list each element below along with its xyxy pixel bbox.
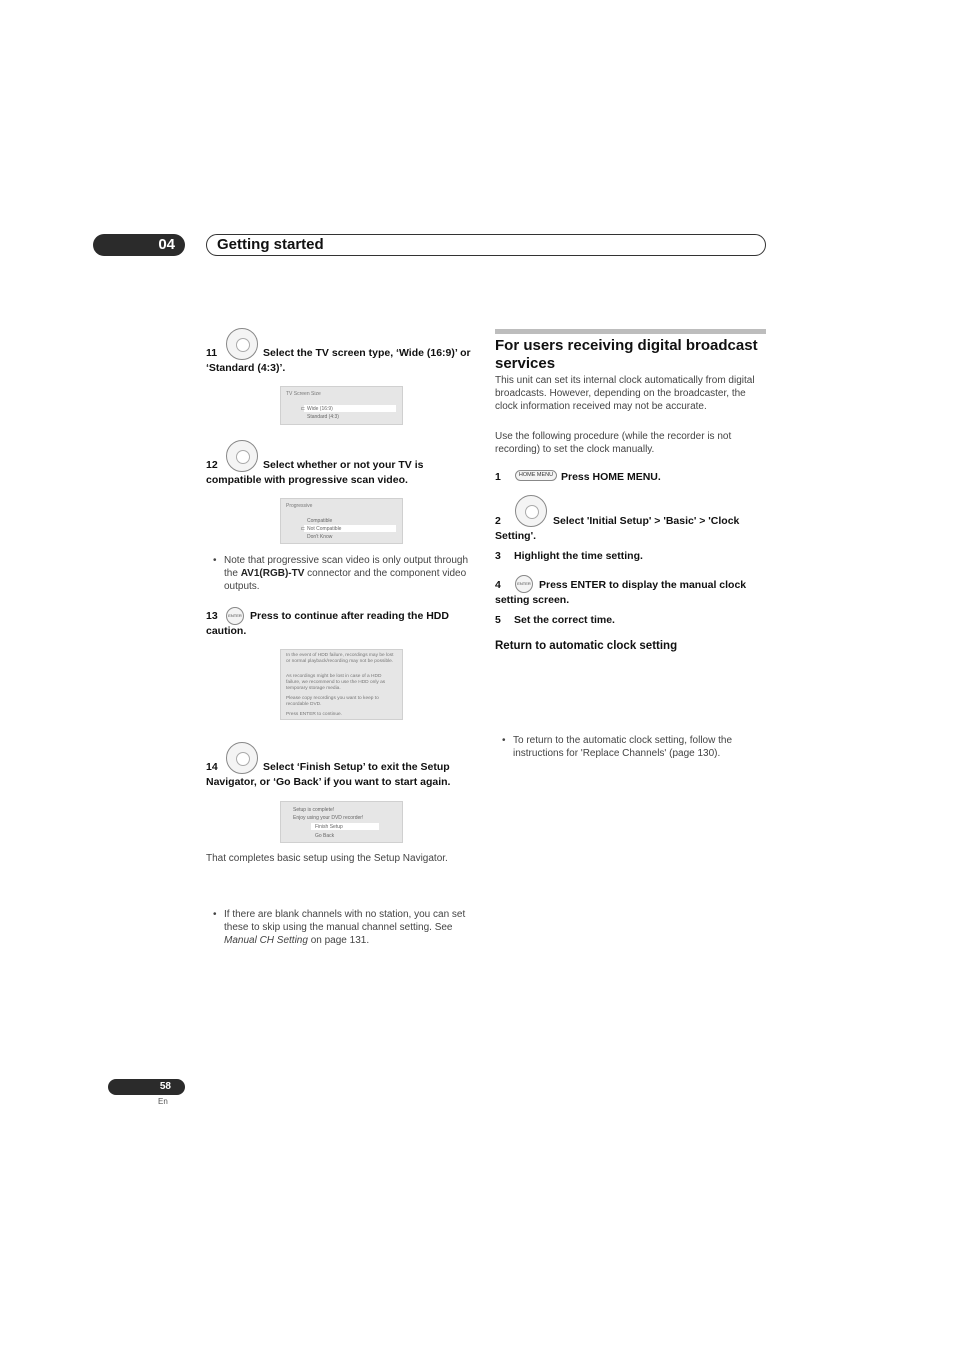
step-number: 12 [206, 459, 218, 471]
screen-tv-size [280, 386, 403, 425]
caution-text: In the event of HDD failure, recordings may be lost or normal playback/recording may not be possible. [286, 653, 394, 664]
section-heading: For users receiving digital broadcast services [495, 337, 758, 372]
clock-step-4 [495, 578, 766, 607]
chapter-title: Getting started [206, 234, 766, 256]
note-text: Note that progressive scan video is only output through the [224, 555, 469, 579]
note-blank-channels [206, 908, 480, 947]
cursor-icon: ⊏ [301, 406, 306, 412]
screen-option: Standard (4:3) [307, 414, 339, 420]
step-text: Press ENTER to display the manual clock setting screen. [495, 579, 747, 606]
note-progressive [206, 554, 480, 593]
step-text: Select whether or not your TV is compatible with progressive scan video. [206, 459, 424, 486]
screen-message: Enjoy using your DVD recorder! [293, 815, 364, 821]
step-text: Highlight the time setting. [514, 550, 643, 562]
step-text: Press to continue after reading the HDD caution. [206, 610, 449, 637]
screen-option: Not Compatible [307, 526, 342, 532]
subheading: Return to automatic clock setting [495, 640, 678, 652]
screen-progressive [280, 498, 403, 544]
step-text: Press HOME MENU. [561, 471, 661, 483]
screen-title: TV Screen Size [286, 391, 321, 397]
step-text: Select 'Initial Setup' > 'Basic' > 'Clock Setting'. [495, 515, 740, 542]
step-11 [206, 346, 478, 375]
procedure-paragraph: Use the following procedure (while the recorder is not recording) to set the clock manually. [495, 431, 732, 455]
auto-clock-note: • To return to the automatic clock setting, follow the instructions for 'Replace Channels' (page 130). [495, 734, 775, 760]
step-number: 11 [206, 347, 218, 359]
page-number: 58 [108, 1079, 185, 1095]
clock-step-3 [495, 549, 766, 564]
screen-message: Setup is complete! [293, 807, 335, 813]
screen-setup-complete [280, 801, 403, 843]
caution-text: As recordings might be lost in case of a HDD failure, we recommend to use the HDD only as temporary storage media. [286, 674, 386, 691]
screen-hdd-caution [280, 649, 403, 720]
closing-text: That completes basic setup using the Setup Navigator. [206, 853, 448, 864]
note-text: connector and the component video outputs. [224, 568, 467, 592]
enter-button-icon: ENTER [515, 575, 533, 593]
note-text: on page 131. [307, 935, 370, 946]
step-number: 1 [495, 471, 501, 483]
screen-title: Progressive [286, 503, 313, 509]
step-number: 2 [495, 515, 501, 527]
step-text: Select ‘Finish Setup’ to exit the Setup Navigator, or ‘Go Back’ if you want to start again. [206, 761, 451, 788]
step-number: 13 [206, 610, 218, 622]
screen-option: Wide (16:9) [307, 406, 333, 412]
screen-option: Don't Know [307, 534, 333, 540]
step-number: 4 [495, 579, 501, 591]
clock-step-2 [495, 514, 766, 543]
language-code: En [158, 1097, 168, 1106]
caution-text: Please copy recordings you want to keep to recordable DVD. [286, 696, 379, 707]
caution-text: Press ENTER to continue. [286, 712, 342, 717]
step-number: 14 [206, 761, 218, 773]
step-13 [206, 609, 478, 638]
intro-paragraph: This unit can set its internal clock automatically from digital broadcasts. However, depending on the broadcaster, the clock information received may not be accurate. [495, 375, 755, 412]
cursor-icon: ⊏ [301, 526, 306, 532]
step-number: 5 [495, 614, 501, 626]
step-number: 3 [495, 550, 501, 562]
screen-option: Finish Setup [315, 824, 343, 830]
screen-option: Go Back [315, 833, 335, 839]
step-12 [206, 458, 478, 487]
clock-step-5 [495, 613, 766, 628]
step-14 [206, 760, 478, 789]
section-rule [495, 329, 766, 334]
reference-title: Manual CH Setting [224, 935, 308, 946]
enter-button-icon: ENTER [226, 607, 244, 625]
chapter-number-badge: 04 [93, 234, 185, 256]
connector-name: AV1(RGB)-TV [240, 568, 305, 579]
screen-option: Compatible [307, 518, 333, 524]
note-text: If there are blank channels with no station, you can set these to skip using the manual channel setting. See [224, 909, 466, 933]
step-text: Select the TV screen type, ‘Wide (16:9)’ or ‘Standard (4:3)’. [206, 347, 471, 374]
home-menu-button-icon: HOME MENU [515, 470, 557, 481]
step-text: Set the correct time. [514, 614, 615, 626]
